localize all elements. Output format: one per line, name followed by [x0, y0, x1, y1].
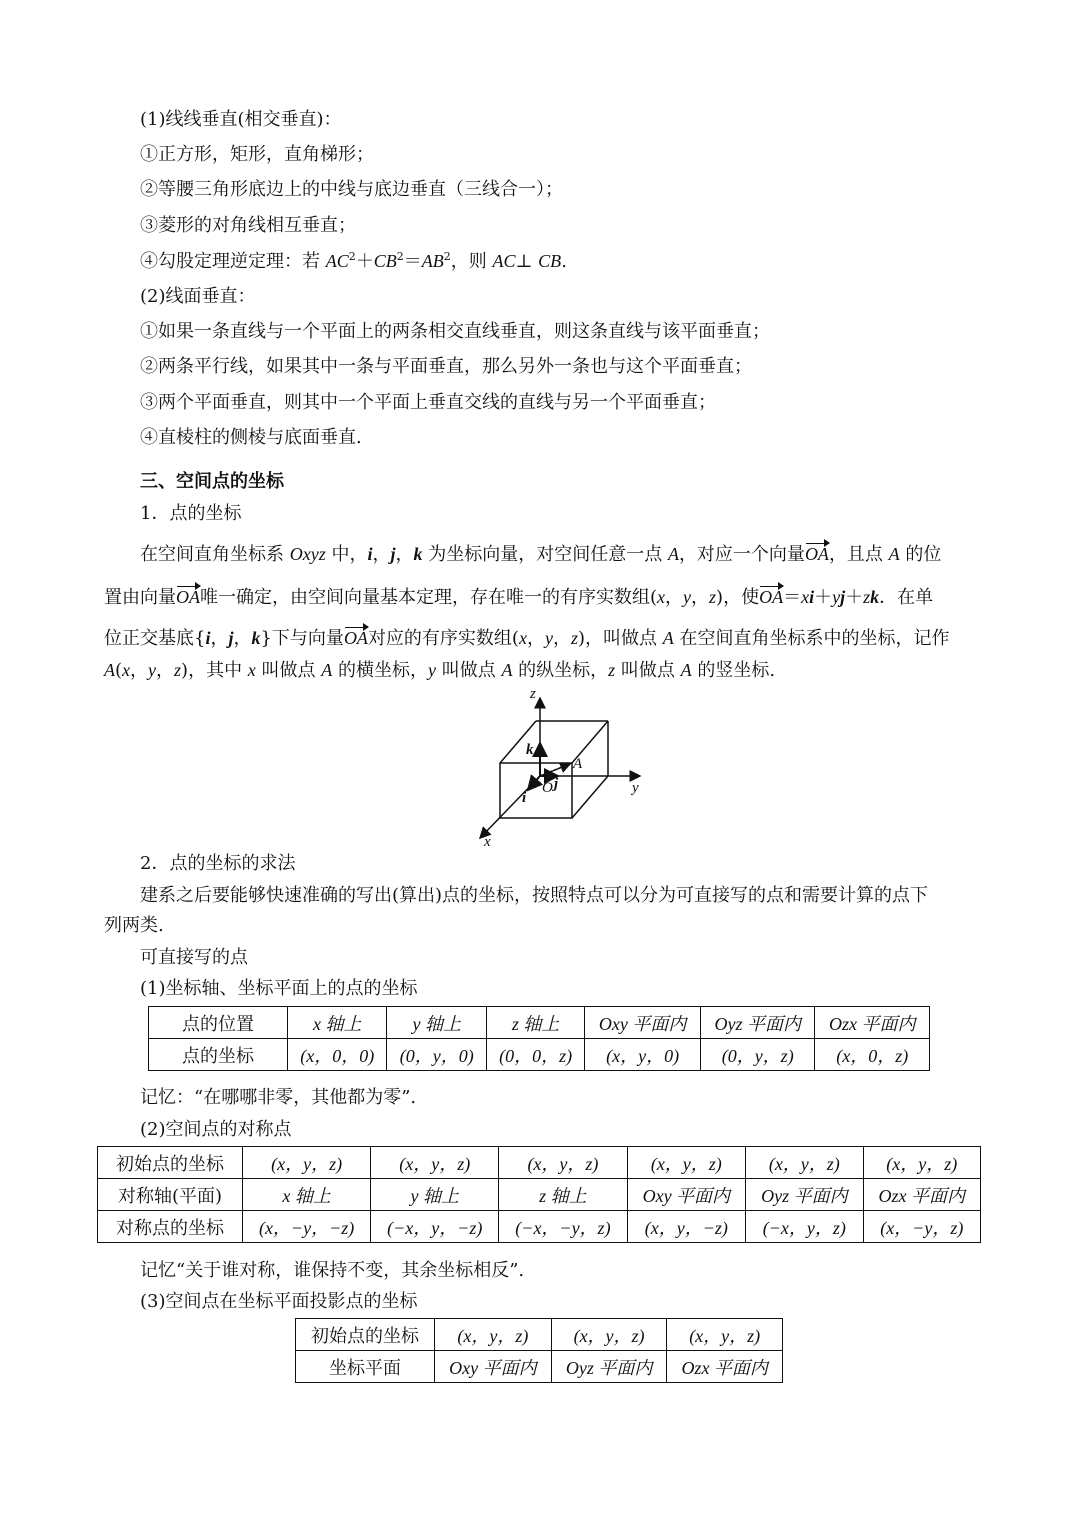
- label-x: x: [484, 834, 491, 850]
- table1-cell: z 轴上: [486, 1007, 584, 1039]
- table3-title: (3)空间点在坐标平面投影点的坐标: [140, 1291, 418, 1312]
- para-line-1: 在空间直角坐标系 Oxyz 中，i，j，k 为坐标向量，对空间任意一点 A，对应一个向量OA，且点 A 的位: [140, 544, 942, 565]
- label-o: O: [542, 780, 553, 796]
- table1-cell: (0，y，z): [700, 1039, 815, 1071]
- line-rule4: ④直棱柱的侧棱与底面垂直.: [140, 427, 362, 448]
- table2-cell: (x，−y，z): [863, 1211, 980, 1243]
- table1-title: (1)坐标轴、坐标平面上的点的坐标: [140, 978, 418, 999]
- line-lines-perp: (1)线线垂直(相交垂直)：: [140, 109, 342, 130]
- table3-cell: Oyz 平面内: [551, 1351, 667, 1383]
- table2-header: 初始点的坐标: [98, 1147, 243, 1179]
- table2-cell: (x，y，z): [746, 1147, 863, 1179]
- subsection-title-1: 1．点的坐标: [140, 503, 242, 524]
- table2-cell: (−x，−y，z): [499, 1211, 627, 1243]
- table2-cell: (x，−y，−z): [243, 1211, 371, 1243]
- label-j: j: [554, 776, 559, 792]
- table3-header: 坐标平面: [296, 1351, 435, 1383]
- line-rhombus: ③菱形的对角线相互垂直；: [140, 215, 356, 236]
- line-pythagoras: ④勾股定理逆定理：若 $AC^2+CB^2=AB^2$，则 AC⊥ CB.: [140, 250, 567, 272]
- table3-header: 初始点的坐标: [296, 1319, 435, 1351]
- table1-cell: (x，0，0): [288, 1039, 387, 1071]
- table2-cell: (x，y，z): [371, 1147, 499, 1179]
- label-z: z: [530, 688, 536, 702]
- table3-cell: Oxy 平面内: [435, 1351, 552, 1383]
- label-k: k: [526, 742, 534, 758]
- line-rule1: ①如果一条直线与一个平面上的两条相交直线垂直，则这条直线与该平面垂直；: [140, 321, 770, 342]
- table3-cell: (x，y，z): [667, 1319, 783, 1351]
- table2-cell: (x，y，z): [499, 1147, 627, 1179]
- table2-cell: Oxy 平面内: [627, 1179, 746, 1211]
- table2-cell: (x，y，z): [627, 1147, 746, 1179]
- table3-cell: (x，y，z): [435, 1319, 552, 1351]
- sub2-para-line-2: 列两类.: [104, 915, 164, 936]
- table2-cell: z 轴上: [499, 1179, 627, 1211]
- oa-vector: [540, 764, 570, 776]
- table2-cell: y 轴上: [371, 1179, 499, 1211]
- table-symmetric-points: [97, 1146, 981, 1243]
- subsection-title-2: 2．点的坐标的求法: [140, 853, 296, 874]
- memo-1: 记忆：“在哪哪非零，其他都为零”.: [140, 1087, 417, 1108]
- coordinate-cube-figure: [460, 688, 660, 850]
- table1-cell: (x，y，0): [585, 1039, 701, 1071]
- table1-cell: Oxy 平面内: [585, 1007, 701, 1039]
- sub2-para-line-1: 建系之后要能够快速准确的写出(算出)点的坐标，按照特点可以分为可直接写的点和需要计算的点下: [140, 885, 929, 906]
- table1-header: 点的位置: [149, 1007, 288, 1039]
- i-vector: [528, 776, 540, 790]
- pythagoras-prefix: ④勾股定理逆定理：若: [140, 251, 320, 272]
- table1-cell: Ozx 平面内: [815, 1007, 930, 1039]
- table1-cell: (0，0，z): [486, 1039, 584, 1071]
- label-a: A: [573, 756, 583, 772]
- table1-cell: y 轴上: [387, 1007, 486, 1039]
- line-line-plane: (2)线面垂直：: [140, 286, 256, 307]
- table1-cell: (0，y，0): [387, 1039, 486, 1071]
- memo-2: 记忆“关于谁对称，谁保持不变，其余坐标相反”.: [140, 1260, 525, 1281]
- table2-cell: (−x，y，z): [746, 1211, 863, 1243]
- table3-cell: (x，y，z): [551, 1319, 667, 1351]
- table2-cell: (x，y，z): [243, 1147, 371, 1179]
- table2-header: 对称点的坐标: [98, 1211, 243, 1243]
- table2-cell: Oyz 平面内: [746, 1179, 863, 1211]
- table2-cell: Ozx 平面内: [863, 1179, 980, 1211]
- table2-cell: (−x，y，−z): [371, 1211, 499, 1243]
- table-axis-plane-coords: [148, 1006, 930, 1071]
- cube-front-face: [500, 763, 572, 818]
- para-line-3: 位正交基底{i，j，k}下与向量OA对应的有序实数组(x，y，z)，叫做点 A 在空间直角坐标系中的坐标，记作: [104, 628, 950, 649]
- section-title: 三、空间点的坐标: [140, 471, 284, 492]
- label-i: i: [522, 790, 527, 806]
- label-y: y: [632, 780, 639, 796]
- table2-title: (2)空间点的对称点: [140, 1119, 292, 1140]
- table2-cell: x 轴上: [243, 1179, 371, 1211]
- line-rule3: ③两个平面垂直，则其中一个平面上垂直交线的直线与另一个平面垂直；: [140, 392, 716, 413]
- table2-header: 对称轴(平面): [98, 1179, 243, 1211]
- table1-cell: Oyz 平面内: [700, 1007, 815, 1039]
- table2-cell: (x，y，z): [863, 1147, 980, 1179]
- table1-cell: x 轴上: [288, 1007, 387, 1039]
- table2-cell: (x，y，−z): [627, 1211, 746, 1243]
- table-projection-points: [295, 1318, 783, 1383]
- direct-points-heading: 可直接写的点: [140, 947, 248, 968]
- line-square: ①正方形，矩形，直角梯形；: [140, 144, 374, 165]
- table1-header: 点的坐标: [149, 1039, 288, 1071]
- table3-cell: Ozx 平面内: [667, 1351, 783, 1383]
- line-rule2: ②两条平行线，如果其中一条与平面垂直，那么另外一条也与这个平面垂直；: [140, 356, 752, 377]
- table1-cell: (x，0，z): [815, 1039, 930, 1071]
- line-isosceles: ②等腰三角形底边上的中线与底边垂直（三线合一）；: [140, 179, 563, 200]
- para-line-4: A(x，y，z)，其中 x 叫做点 A 的横坐标，y 叫做点 A 的纵坐标，z 叫做点 A 的竖坐标.: [104, 660, 776, 681]
- para-line-2: 置由向量OA唯一确定，由空间向量基本定理，存在唯一的有序实数组(x，y，z)，使OA＝xi＋yj＋zk．在单: [104, 587, 934, 608]
